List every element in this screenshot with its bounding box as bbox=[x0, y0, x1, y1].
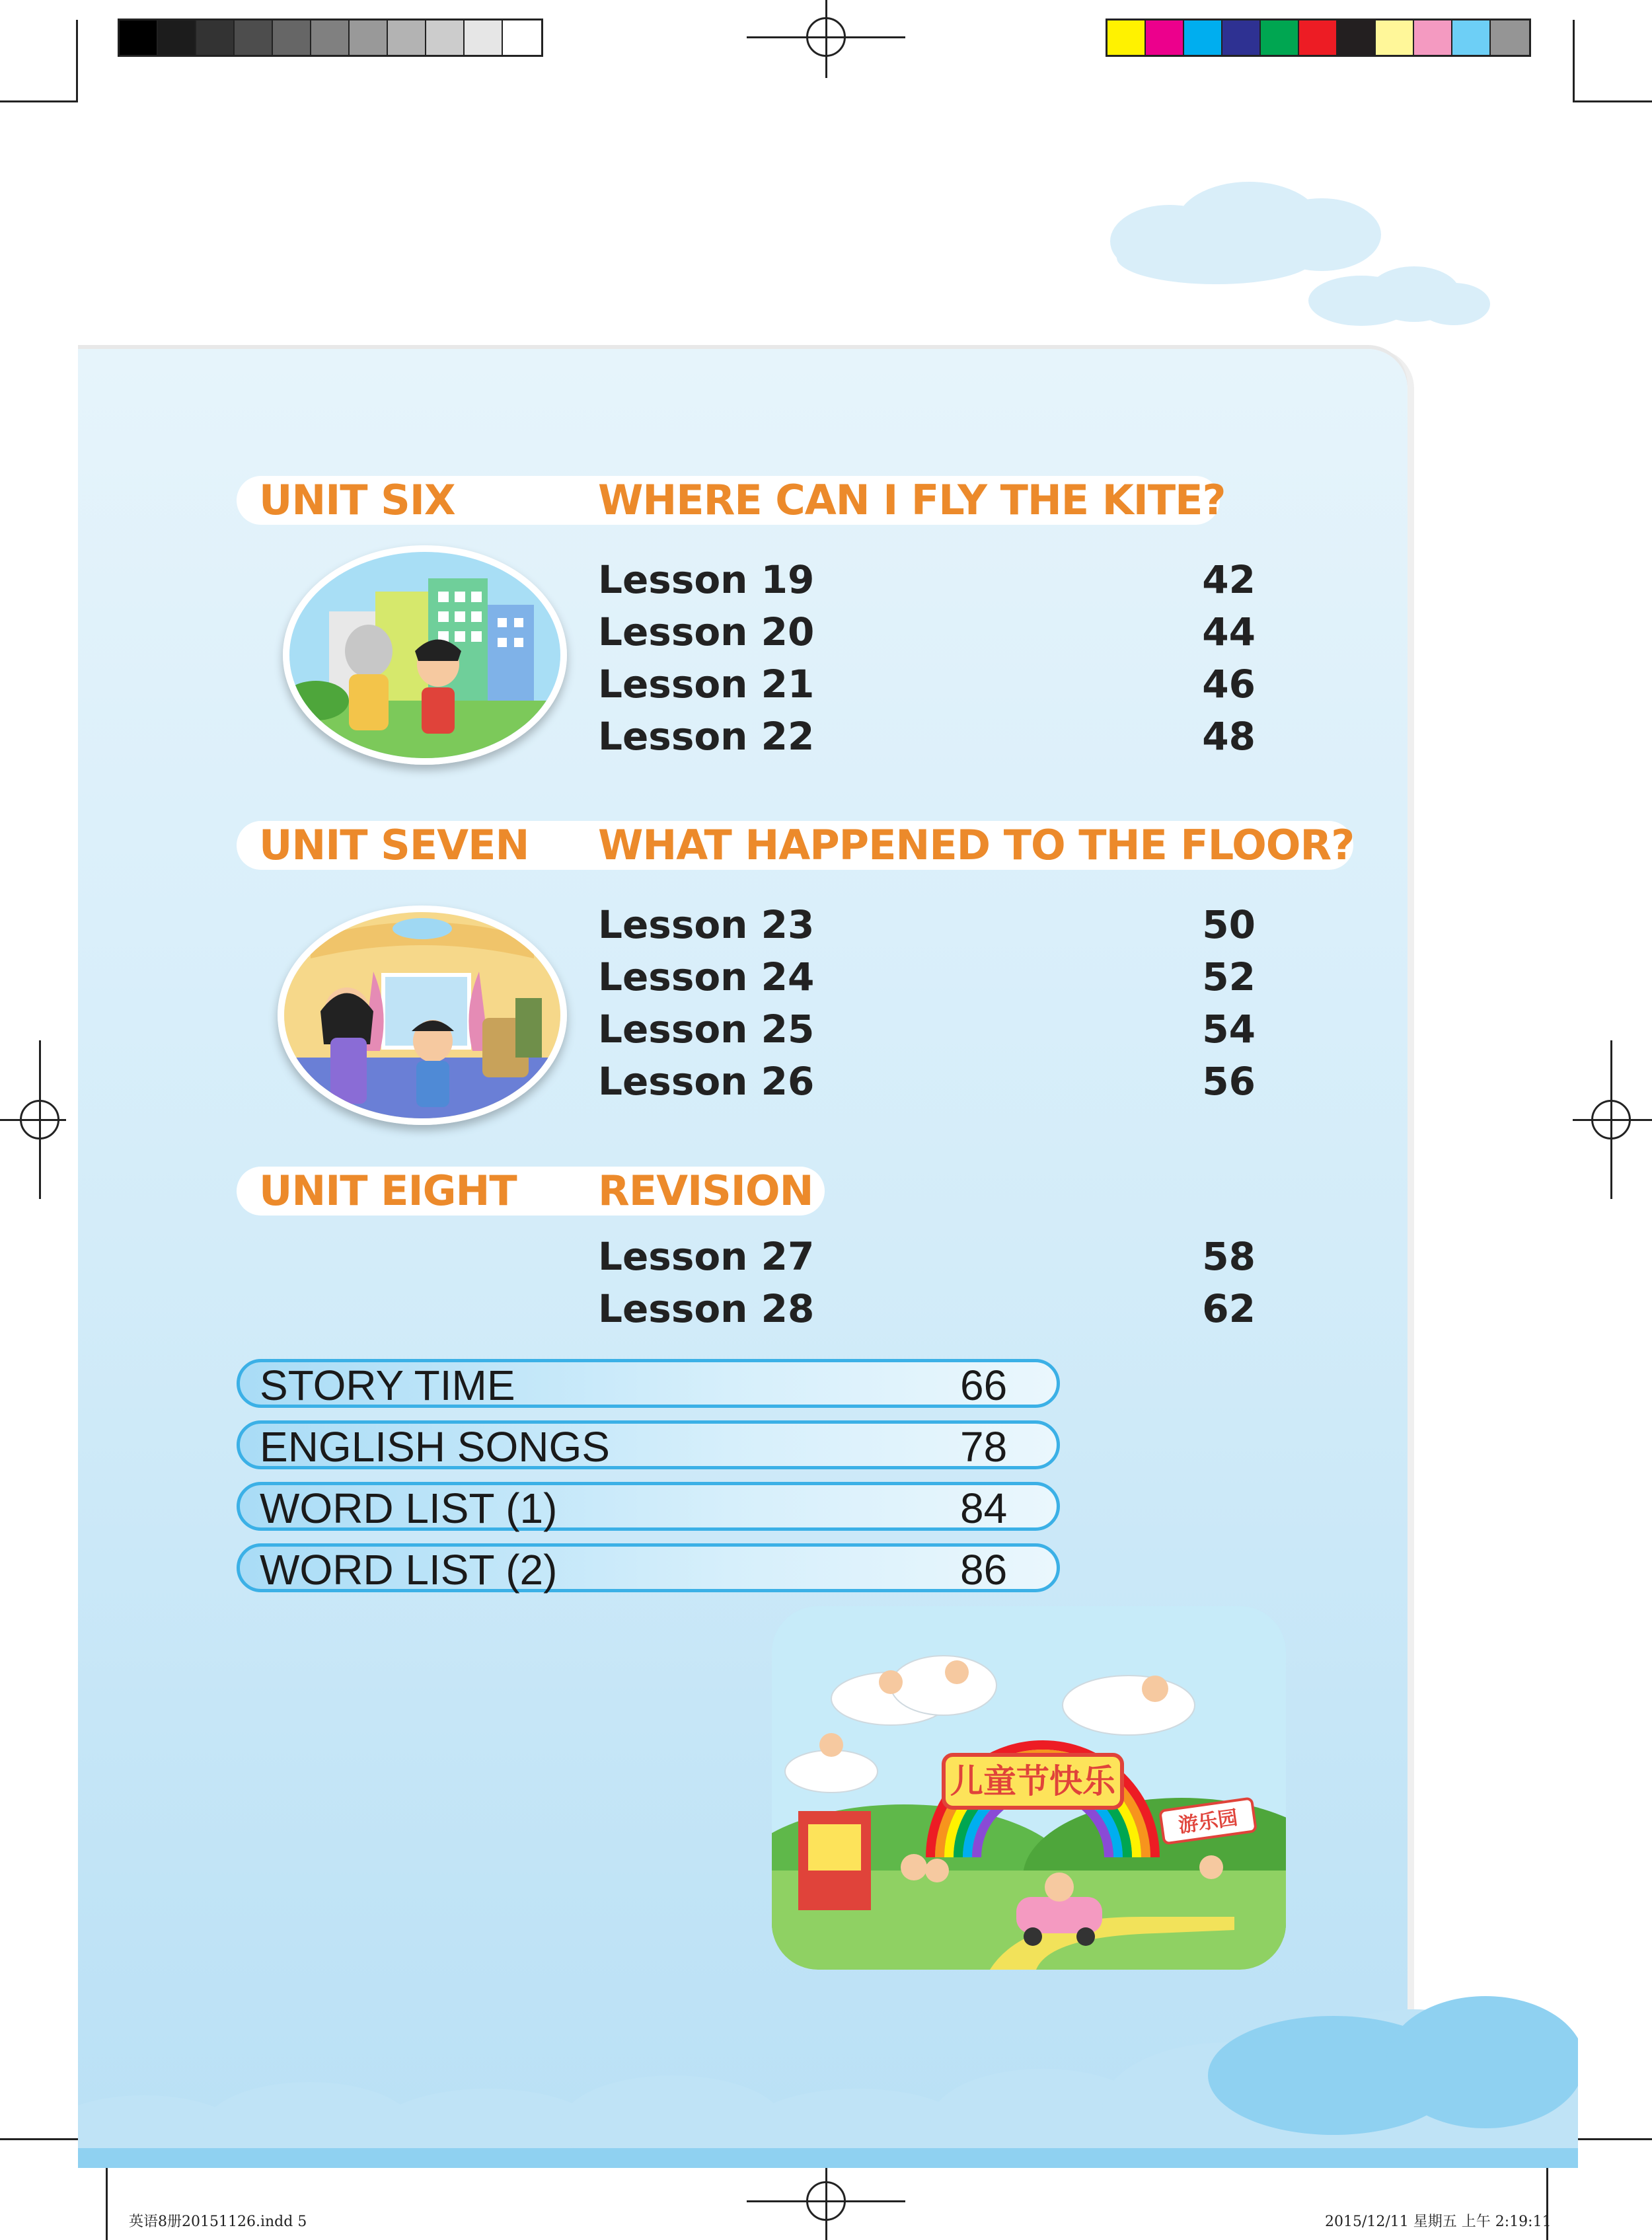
extra-section-page: 84 bbox=[960, 1485, 1008, 1532]
grayscale-swatch-bar bbox=[118, 19, 543, 57]
unit-title: REVISION bbox=[598, 1167, 813, 1215]
lesson-name[interactable]: Lesson 23 bbox=[598, 902, 815, 947]
extra-section-label: WORD LIST (2) bbox=[260, 1546, 558, 1594]
extra-section-bar[interactable] bbox=[237, 1543, 1060, 1592]
registration-mark bbox=[1610, 1040, 1612, 1199]
lesson-name[interactable]: Lesson 28 bbox=[598, 1286, 815, 1331]
extra-section-bar[interactable] bbox=[237, 1420, 1060, 1469]
color-swatch-bar bbox=[1106, 19, 1531, 57]
lesson-page-number: 42 bbox=[1202, 557, 1256, 602]
registration-mark bbox=[825, 0, 827, 78]
registration-mark bbox=[825, 2161, 827, 2240]
unit-label: UNIT SIX bbox=[259, 476, 455, 524]
unit-title: WHERE CAN I FLY THE KITE? bbox=[598, 476, 1226, 524]
registration-mark bbox=[0, 1119, 66, 1121]
registration-mark bbox=[1573, 1119, 1652, 1121]
extra-section-page: 66 bbox=[960, 1362, 1008, 1409]
lesson-name[interactable]: Lesson 25 bbox=[598, 1007, 815, 1052]
lesson-name[interactable]: Lesson 21 bbox=[598, 662, 815, 707]
lesson-page-number: 46 bbox=[1202, 662, 1256, 707]
lesson-page-number: 56 bbox=[1202, 1059, 1256, 1104]
lesson-page-number: 54 bbox=[1202, 1007, 1256, 1052]
footer-timestamp: 2015/12/11 星期五 上午 2:19:11 bbox=[1325, 2214, 1552, 2230]
banner-text: 儿童节快乐 bbox=[950, 1762, 1115, 1800]
lesson-name[interactable]: Lesson 27 bbox=[598, 1234, 815, 1279]
childrens-day-illustration bbox=[772, 1606, 1286, 1970]
unit-label: UNIT EIGHT bbox=[259, 1167, 517, 1215]
lesson-page-number: 58 bbox=[1202, 1234, 1256, 1279]
cloud-border-decoration bbox=[78, 1983, 1578, 2168]
extra-section-label: WORD LIST (1) bbox=[260, 1485, 558, 1532]
lesson-page-number: 52 bbox=[1202, 954, 1256, 999]
park-sign-text: 游乐园 bbox=[1177, 1806, 1240, 1838]
extra-section-page: 78 bbox=[960, 1423, 1008, 1471]
lesson-page-number: 62 bbox=[1202, 1286, 1256, 1331]
lesson-name[interactable]: Lesson 19 bbox=[598, 557, 815, 602]
registration-mark bbox=[39, 1040, 41, 1199]
extra-section-label: ENGLISH SONGS bbox=[260, 1423, 610, 1471]
lesson-page-number: 50 bbox=[1202, 902, 1256, 947]
cloud-decoration bbox=[1097, 178, 1493, 337]
lesson-page-number: 48 bbox=[1202, 714, 1256, 759]
crop-mark bbox=[0, 100, 76, 102]
unit-title: WHAT HAPPENED TO THE FLOOR? bbox=[598, 821, 1355, 869]
unit-seven-illustration bbox=[278, 906, 567, 1125]
crop-mark bbox=[1573, 20, 1575, 102]
extra-section-label: STORY TIME bbox=[260, 1362, 515, 1409]
extra-section-bar[interactable] bbox=[237, 1482, 1060, 1531]
extra-section-bar[interactable] bbox=[237, 1359, 1060, 1408]
lesson-page-number: 44 bbox=[1202, 609, 1256, 654]
crop-mark bbox=[0, 2138, 78, 2140]
crop-mark bbox=[1575, 2138, 1652, 2140]
crop-mark bbox=[1575, 100, 1652, 102]
crop-mark bbox=[76, 20, 78, 102]
footer-file-info: 英语8册20151126.indd 5 bbox=[129, 2214, 307, 2230]
lesson-name[interactable]: Lesson 20 bbox=[598, 609, 815, 654]
unit-six-illustration bbox=[283, 545, 567, 765]
lesson-name[interactable]: Lesson 24 bbox=[598, 954, 815, 999]
extra-section-page: 86 bbox=[960, 1546, 1008, 1594]
lesson-name[interactable]: Lesson 22 bbox=[598, 714, 815, 759]
lesson-name[interactable]: Lesson 26 bbox=[598, 1059, 815, 1104]
unit-label: UNIT SEVEN bbox=[259, 821, 529, 869]
